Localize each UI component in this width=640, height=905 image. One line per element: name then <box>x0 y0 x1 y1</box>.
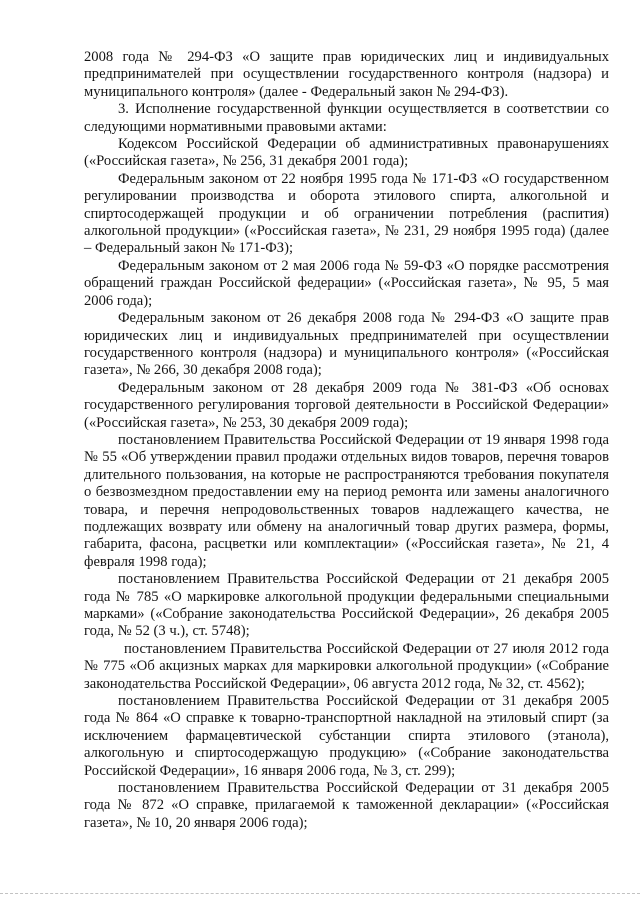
paragraph-law-171: Федеральным законом от 22 ноября 1995 года № 171-ФЗ «О государственном регулировании производства и оборота этилового спирта, алкогольной и спиртосодержащей продукции и об ограничении потребления (распития) алкогольной продукции» («Российская газета», № 231, 29 ноября 1995 года) (далее – Федеральный закон № 171-ФЗ); <box>84 170 609 257</box>
paragraph-law-294-continuation: 2008 года № 294-ФЗ «О защите прав юридических лиц и индивидуальных предпринимателей при осуществлении государственного контроля (надзора) и муниципального контроля» (далее - Федеральный закон № 294-ФЗ). <box>84 49 609 100</box>
scan-edge-line <box>0 893 640 896</box>
paragraph-resolution-864: постановлением Правительства Российской Федерации от 31 декабря 2005 года № 864 «О справке к товарно-транспортной накладной на этиловый спирт (за исключением фармацевтической субстанции спирта этилового (этанола), алкогольную и спиртосодержащую продукцию» («Собрание законодательства Российской Федерации», 16 января 2006 года, № 3, ст. 299); <box>84 693 609 779</box>
paragraph-law-381: Федеральным законом от 28 декабря 2009 года № 381-ФЗ «Об основах государственного регулирования торговой деятельности в Российской Федерации» («Российская газета», № 253, 30 декабря 2009 года); <box>84 379 609 431</box>
paragraph-admin-code: Кодексом Российской Федерации об административных правонарушениях («Российская газета», № 256, 31 декабря 2001 года); <box>84 136 609 170</box>
paragraph-item-3: 3. Исполнение государственной функции осуществляется в соответствии со следующими нормативными правовыми актами: <box>84 101 609 135</box>
paragraph-law-294: Федеральным законом от 26 декабря 2008 года № 294-ФЗ «О защите прав юридических лиц и индивидуальных предпринимателей при осуществлении государственного контроля (надзора) и муниципального контроля» («Российская газета», № 266, 30 декабря 2008 года); <box>84 310 609 379</box>
paragraph-law-59: Федеральным законом от 2 мая 2006 года № 59-ФЗ «О порядке рассмотрения обращений граждан Российской федерации» («Российская газета», № 95, 5 мая 2006 года); <box>84 257 609 309</box>
paragraph-resolution-775: постановлением Правительства Российской Федерации от 27 июля 2012 года № 775 «Об акцизных марках для маркировки алкогольной продукции» («Собрание законодательства Российской Федерации», 06 августа 2012 года, № 32, ст. 4562); <box>84 640 609 692</box>
document-body <box>84 49 609 832</box>
paragraph-resolution-872: постановлением Правительства Российской Федерации от 31 декабря 2005 года № 872 «О справке, прилагаемой к таможенной декларации» («Российская газета», № 10, 20 января 2006 года); <box>84 780 609 831</box>
paragraph-resolution-55: постановлением Правительства Российской Федерации от 19 января 1998 года № 55 «Об утверждении правил продажи отдельных видов товаров, перечня товаров длительного пользования, на которые не распространяются требования покупателя о безвозмездном предоставлении ему на период ремонта или замены аналогичного товара, и перечня непродовольственных товаров надлежащего качества, не подлежащих возврату или обмену на аналогичный товар других размера, формы, габарита, фасона, расцветки или комплектации» («Российская газета», № 21, 4 февраля 1998 года); <box>84 431 609 570</box>
paragraph-resolution-785: постановлением Правительства Российской Федерации от 21 декабря 2005 года № 785 «О маркировке алкогольной продукции федеральными специальными марками» («Собрание законодательства Российской Федерации», 26 декабря 2005 года, № 52 (3 ч.), ст. 5748); <box>84 571 609 640</box>
